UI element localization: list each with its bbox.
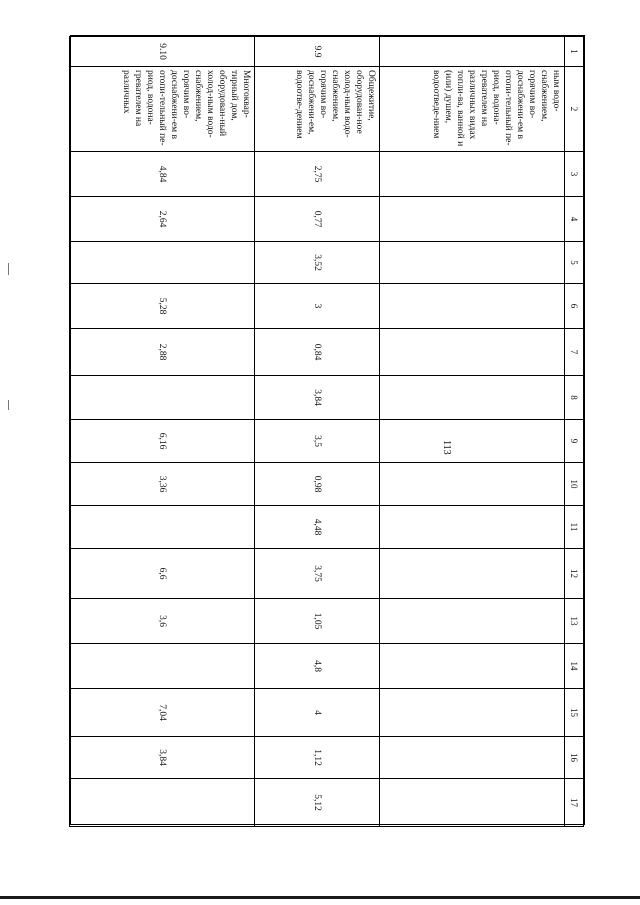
- scan-mark: [8, 263, 9, 275]
- row-number: [380, 37, 565, 67]
- header-cell: 5: [565, 242, 584, 284]
- value-cell: 4: [255, 689, 380, 737]
- value-cell: 2,64: [70, 197, 255, 242]
- value-cell: [70, 242, 255, 284]
- value-cell: [380, 549, 565, 599]
- value-cell: [70, 644, 255, 689]
- row-description: Общежитие, оборудован-ное холод-ным водо-снабжением, горячим во-доснабжени-ем, водоотве-дением: [255, 67, 380, 152]
- row-number: 9.10: [70, 37, 255, 67]
- value-cell: [380, 420, 565, 463]
- value-cell: [380, 689, 565, 737]
- value-cell: 3,5: [255, 420, 380, 463]
- row-number: 9.9: [255, 37, 380, 67]
- value-cell: [70, 506, 255, 549]
- value-cell: 3,84: [255, 376, 380, 420]
- value-cell: [380, 779, 565, 827]
- value-cell: [380, 644, 565, 689]
- value-cell: 7,04: [70, 689, 255, 737]
- header-cell: 17: [565, 779, 584, 827]
- header-cell: 10: [565, 463, 584, 506]
- value-cell: [380, 242, 565, 284]
- value-cell: 0,77: [255, 197, 380, 242]
- scan-bottom-edge: [0, 896, 640, 899]
- value-cell: 1,12: [255, 737, 380, 779]
- value-cell: [380, 284, 565, 329]
- value-cell: 2,75: [255, 152, 380, 197]
- value-cell: [380, 599, 565, 644]
- header-cell: 9: [565, 420, 584, 463]
- value-cell: 3,52: [255, 242, 380, 284]
- value-cell: [70, 376, 255, 420]
- header-cell: 3: [565, 152, 584, 197]
- header-cell: 6: [565, 284, 584, 329]
- header-row: [565, 37, 584, 827]
- value-cell: 6,6: [70, 549, 255, 599]
- header-cell: 7: [565, 329, 584, 376]
- scan-mark: [8, 400, 9, 410]
- header-cell: 14: [565, 644, 584, 689]
- value-cell: 4,48: [255, 506, 380, 549]
- value-cell: 3,75: [255, 549, 380, 599]
- value-cell: [380, 376, 565, 420]
- value-cell: 6,16: [70, 420, 255, 463]
- header-cell: 13: [565, 599, 584, 644]
- header-cell: 15: [565, 689, 584, 737]
- value-cell: [380, 737, 565, 779]
- header-cell: 8: [565, 376, 584, 420]
- value-cell: [70, 779, 255, 827]
- header-cell: 16: [565, 737, 584, 779]
- header-cell: 1: [565, 37, 584, 67]
- value-cell: 4,84: [70, 152, 255, 197]
- value-cell: [380, 197, 565, 242]
- value-cell: [380, 329, 565, 376]
- header-cell: 4: [565, 197, 584, 242]
- header-cell: 12: [565, 549, 584, 599]
- row-description: ным водо-снабжением, горячим во-доснабжени-ем в отопи-тельный пе-риод, водона-гревателем на различных видах топли-ва, ванной и (или) душем, водоотведе-нием: [380, 67, 565, 152]
- value-cell: [380, 506, 565, 549]
- value-cell: 0,84: [255, 329, 380, 376]
- table-row: [70, 37, 255, 827]
- value-cell: 3: [255, 284, 380, 329]
- header-cell: 11: [565, 506, 584, 549]
- value-cell: 5,12: [255, 779, 380, 827]
- value-cell: 5,28: [70, 284, 255, 329]
- row-description: Многоквар-тирный дом, оборудован-ный холод-ным водо-снабжением, горячим во-доснабжени-ем в отопи-тельный пе-риод, водона-гревателем на различных: [70, 67, 255, 152]
- header-cell: 2: [565, 67, 584, 152]
- table-row: [380, 37, 565, 827]
- value-cell: [380, 463, 565, 506]
- data-table: [69, 36, 584, 827]
- value-cell: 3,6: [70, 599, 255, 644]
- value-cell: 3,84: [70, 737, 255, 779]
- page-number: 113: [441, 440, 452, 455]
- rotated-table: [70, 35, 585, 825]
- value-cell: 0,98: [255, 463, 380, 506]
- value-cell: [380, 152, 565, 197]
- value-cell: 3,36: [70, 463, 255, 506]
- value-cell: 2,88: [70, 329, 255, 376]
- value-cell: 4,8: [255, 644, 380, 689]
- value-cell: 1,05: [255, 599, 380, 644]
- table-row: [255, 37, 380, 827]
